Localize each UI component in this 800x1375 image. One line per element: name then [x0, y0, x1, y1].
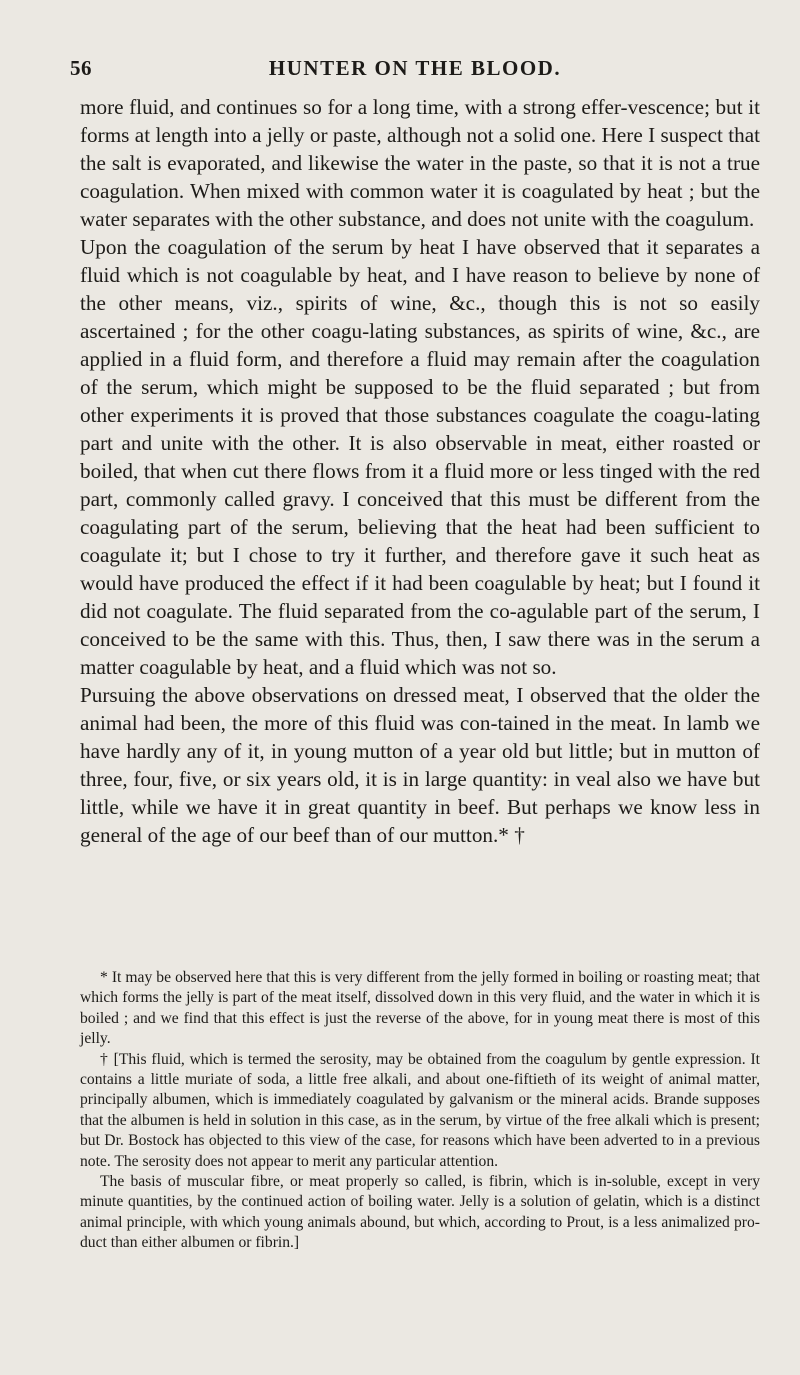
main-text [80, 93, 760, 849]
running-title: HUNTER ON THE BLOOD. [268, 56, 562, 80]
paragraph: Pursuing the above observations on dressed meat, I observed that the older the animal had been, the more of this fluid was con-tained in the meat. In lamb we have hardly any of it, in young mutton of a year old but little; but in mutton of three, four, five, or six years old, it is in large quantity: in veal also we have but little, while we have it in great quantity in beef. But perhaps we know less in general of the age of our beef than of our mutton.* † [80, 683, 760, 847]
page-header [70, 56, 760, 86]
footnote: The basis of muscular fibre, or meat properly so called, is fibrin, which is in-soluble, except in very minute quantities, by the continued action of boiling water. Jelly is a solution of gelatin, which is a distinct animal principle, with which young animals abound, but which, according to Prout, is a less animalized pro-duct than either albumen or fibrin.] [80, 1173, 760, 1252]
footnote: * It may be observed here that this is very different from the jelly formed in boiling or roasting meat; that which forms the jelly is part of the meat itself, dissolved down in this very fluid, and the water in which it is boiled ; and we find that this effect is just the reverse of the above, for in young meat there is most of this jelly. [80, 969, 760, 1048]
paragraph: more fluid, and continues so for a long time, with a strong effer-vescence; but it forms at length into a jelly or paste, although not a solid one. Here I suspect that the salt is evaporated, and likewise the water in the paste, so that it is not a true coagulation. When mixed with common water it is coagulated by heat ; but the water separates with the other substance, and does not unite with the coagulum. [80, 95, 760, 231]
footnotes [80, 968, 760, 1254]
paragraph: Upon the coagulation of the serum by heat I have observed that it separates a fluid which is not coagulable by heat, and I have reason to believe by none of the other means, viz., spirits of wine, &c., though this is not so easily ascertained ; for the other coagu-lating substances, as spirits of wine, &c., are applied in a fluid form, and therefore a fluid may remain after the coagulation of the serum, which might be supposed to be the fluid separated ; but from other experiments it is proved that those substances coagulate the coagu-lating part and unite with the other. It is also observable in meat, either roasted or boiled, that when cut there flows from it a fluid more or less tinged with the red part, commonly called gravy. I conceived that this must be different from the coagulating part of the serum, believing that the heat had been sufficient to coagulate it; but I chose to try it further, and therefore gave it such heat as would have produced the effect if it had been coagulable by heat; but I found it did not coagulate. The fluid separated from the co-agulable part of the serum, I conceived to be the same with this. Thus, then, I saw there was in the serum a matter coagulable by heat, and a fluid which was not so. [80, 235, 760, 679]
page-number: 56 [70, 56, 92, 80]
footnote: † [This fluid, which is termed the serosity, may be obtained from the coagulum by gentle expression. It contains a little muriate of soda, a little free alkali, and about one-fiftieth of its weight of animal matter, principally albumen, which is immediately coagulated by galvanism or the mineral acids. Brande supposes that the albumen is held in solution in this case, as in the serum, by virtue of the free alkali which is present; but Dr. Bostock has objected to this view of the case, for reasons which have been adverted to in a previous note. The serosity does not appear to merit any particular attention. [80, 1050, 760, 1170]
